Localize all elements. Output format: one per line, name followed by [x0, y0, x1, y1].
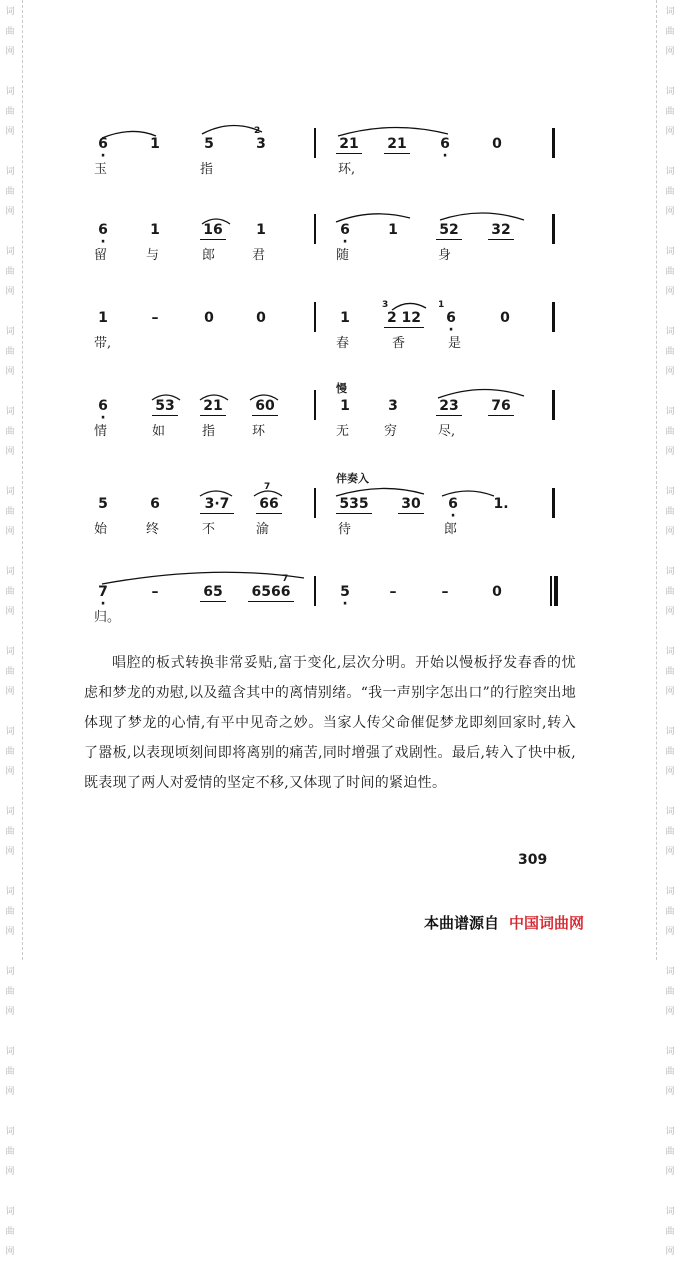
note: 2 12: [384, 310, 424, 328]
note: 6 ·: [444, 496, 462, 512]
page-number: 309: [518, 852, 548, 868]
lyric: 始: [94, 522, 108, 537]
lyric: 待: [338, 522, 352, 537]
final-barline-thin: [550, 576, 552, 606]
barline: [552, 390, 555, 420]
source-site-link[interactable]: 中国词曲网: [509, 914, 585, 932]
note: 30: [398, 496, 424, 514]
note: 52: [436, 222, 462, 240]
note: 0: [256, 310, 266, 326]
note: 1: [388, 222, 398, 238]
note: 21: [384, 136, 410, 154]
lyric: 终: [146, 522, 160, 537]
grace-note: 3: [382, 300, 389, 310]
note: 65: [200, 584, 226, 602]
barline: [314, 576, 316, 606]
notation-line-2: [92, 208, 562, 268]
note: 5: [204, 136, 214, 152]
notation-line-3: [92, 296, 562, 356]
note: 23: [436, 398, 462, 416]
note: 6 ·: [94, 222, 112, 238]
notation-line-6: [92, 570, 562, 630]
notation-line-4: [92, 384, 562, 444]
lyric: 指: [202, 424, 216, 439]
note: 0: [492, 584, 502, 600]
barline: [314, 488, 316, 518]
barline: [314, 214, 316, 244]
lyric: 玉: [94, 162, 108, 177]
commentary-paragraph: [84, 648, 576, 798]
lyric: 带,: [94, 336, 112, 351]
tempo-mark: 伴奏入: [336, 472, 369, 485]
lyric: 无: [336, 424, 350, 439]
note: 6 ·: [336, 222, 354, 238]
lyric: 春: [336, 336, 350, 351]
note: 6566: [248, 584, 294, 602]
note: 66: [256, 496, 282, 514]
notation-line-1: [92, 122, 562, 182]
barline: [314, 302, 316, 332]
grace-note: 1: [438, 300, 445, 310]
source-label: 本曲谱源自: [424, 914, 500, 932]
note: 6 ·: [94, 398, 112, 414]
note: 6: [150, 496, 160, 512]
lyric: 情: [94, 424, 108, 439]
note: 7 ·: [94, 584, 112, 600]
barline: [314, 390, 316, 420]
lyric: 随: [336, 248, 350, 263]
lyric: 渝: [256, 522, 270, 537]
note: 60: [252, 398, 278, 416]
lyric: 与: [146, 248, 160, 263]
note: 6 ·: [94, 136, 112, 152]
note: 5: [98, 496, 108, 512]
note: 1: [340, 398, 350, 414]
note: 1: [150, 136, 160, 152]
right-watermark: 词 曲 网 词 曲 网 词 曲 网 词 曲 网 词 曲 网 词 曲 网 词 曲 网 词 曲 网 词 曲 网 词 曲 网 词 曲 网 词 曲 网 词 曲 网 词 曲 网 词 曲 网 词 曲 网: [665, 7, 675, 1257]
barline: [552, 488, 555, 518]
source-footer: [424, 912, 584, 933]
note: 6 ·: [442, 310, 460, 326]
lyric: 不: [202, 522, 216, 537]
note: –: [441, 584, 449, 600]
barline: [314, 128, 316, 158]
lyric: 身: [438, 248, 452, 263]
lyric: 穷: [384, 424, 398, 439]
lyric: 如: [152, 424, 166, 439]
right-border: [656, 0, 657, 960]
lyric: 指: [200, 162, 214, 177]
note: 32: [488, 222, 514, 240]
note: –: [389, 584, 397, 600]
note: 3: [256, 136, 266, 152]
note: 0: [492, 136, 502, 152]
lyric: 尽,: [438, 424, 456, 439]
note: 0: [204, 310, 214, 326]
note: 1: [256, 222, 266, 238]
left-border: [22, 0, 23, 960]
note: 535: [336, 496, 372, 514]
note: 53: [152, 398, 178, 416]
lyric: 郎: [202, 248, 216, 263]
note: 6 ·: [436, 136, 454, 152]
grace-note: 7: [282, 574, 289, 584]
grace-note: 2: [254, 126, 261, 136]
lyric: 留: [94, 248, 108, 263]
grace-note: 7: [264, 482, 271, 492]
note: 3: [388, 398, 398, 414]
paragraph-text: 唱腔的板式转换非常妥贴,富于变化,层次分明。开始以慢板抒发春香的忧虑和梦龙的劝慰,以及蕴含其中的离情别绪。“我一声别字怎出口”的行腔突出地体现了梦龙的心情,有平中见奇之妙。当家人传父命催促梦龙即刻回家时,转入了嚣板,以表现顷刻间即将离别的痛苦,同时增强了戏剧性。最后,转入了快中板,既表现了两人对爱情的坚定不移,又体现了时间的紧迫性。: [84, 655, 576, 791]
note: 5 ·: [336, 584, 354, 600]
lyric: 郎: [444, 522, 458, 537]
barline: [552, 128, 555, 158]
lyric: 归。: [94, 610, 121, 625]
lyric: 环: [252, 424, 266, 439]
barline: [552, 214, 555, 244]
note: 16: [200, 222, 226, 240]
note: 0: [500, 310, 510, 326]
tempo-mark: 慢: [336, 382, 347, 395]
note: 21: [336, 136, 362, 154]
notation-line-5: [92, 482, 562, 542]
note: 76: [488, 398, 514, 416]
note: 1: [98, 310, 108, 326]
note: 21: [200, 398, 226, 416]
lyric: 君: [252, 248, 266, 263]
note: 1.: [493, 496, 509, 512]
note: 3·7: [200, 496, 234, 514]
note: –: [151, 584, 159, 600]
note: 1: [340, 310, 350, 326]
final-barline-thick: [554, 576, 558, 606]
note: 1: [150, 222, 160, 238]
lyric: 环,: [338, 162, 356, 177]
note: –: [151, 310, 159, 326]
lyric: 是: [448, 336, 462, 351]
lyric: 香: [392, 336, 406, 351]
left-watermark: 词 曲 网 词 曲 网 词 曲 网 词 曲 网 词 曲 网 词 曲 网 词 曲 网 词 曲 网 词 曲 网 词 曲 网 词 曲 网 词 曲 网 词 曲 网 词 曲 网 词 曲 网 词 曲 网: [5, 7, 15, 1257]
barline: [552, 302, 555, 332]
